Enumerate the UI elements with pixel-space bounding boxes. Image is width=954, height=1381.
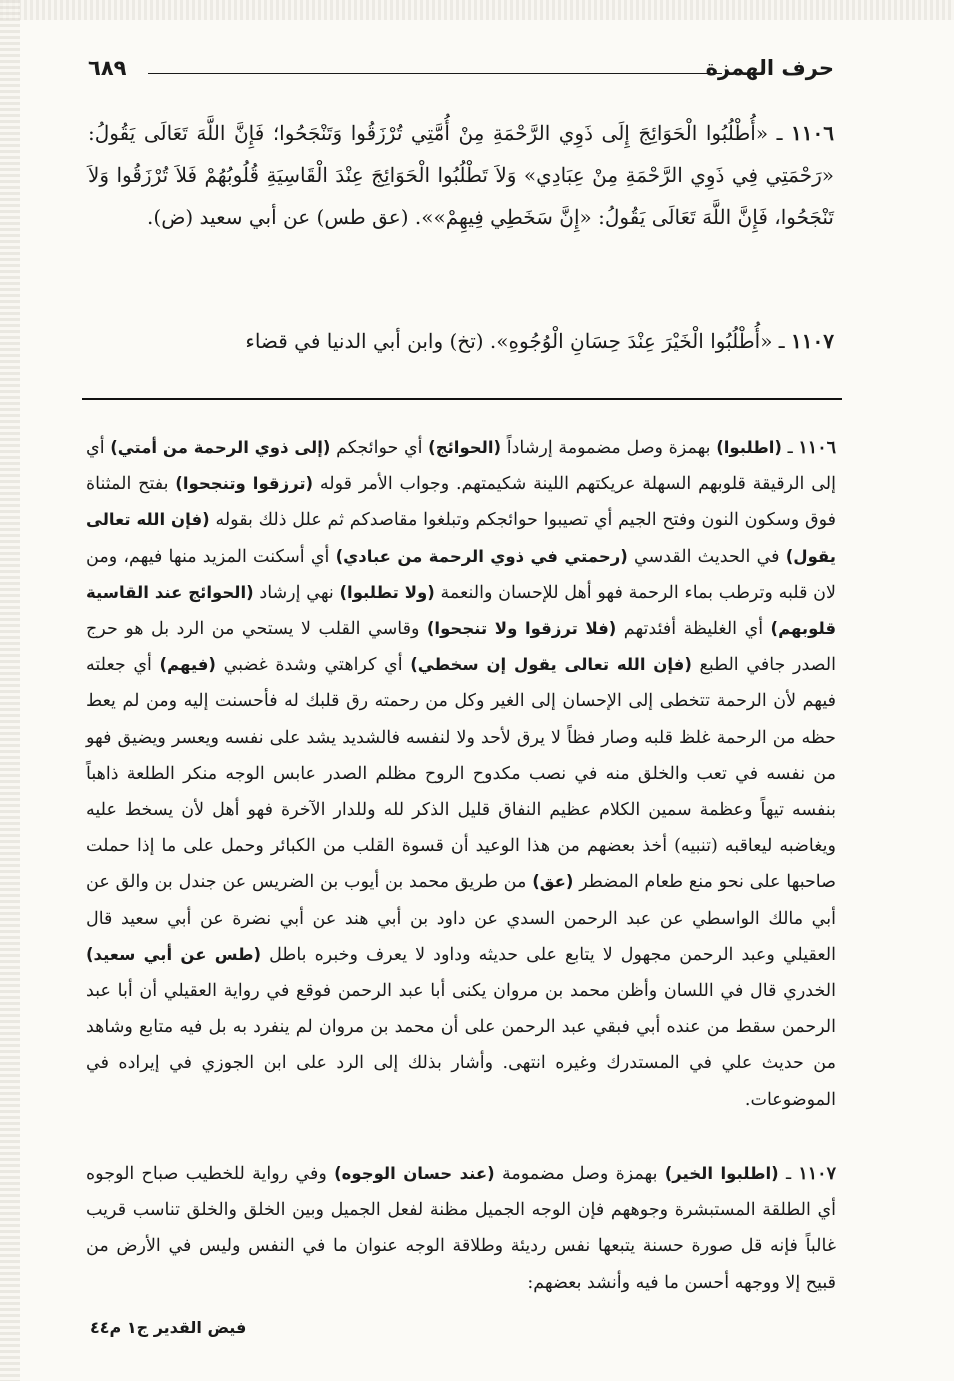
commentary-number: ١١٠٧ bbox=[798, 1164, 836, 1184]
bold-quote: (رحمتي في ذوي الرحمة من عبادي) bbox=[335, 546, 628, 566]
page-number: ٦٨٩ bbox=[88, 56, 127, 80]
commentary-text: أي إلى الرقيقة قلوبهم السهلة عريكتهم اللينة شكيمتهم. وجواب الأمر قوله bbox=[86, 438, 836, 495]
commentary-1106 bbox=[86, 430, 836, 1118]
bold-quote: (فإن الله تعالى يقول) bbox=[86, 510, 836, 566]
scan-edge-left bbox=[0, 0, 20, 1381]
scan-edge-top bbox=[0, 0, 954, 20]
bold-quote: (ولا تطلبوا) bbox=[339, 582, 435, 602]
commentary-text: وفي رواية للخطيب صباح الوجوه أي الطلقة المستبشرة وجوههم فإن الوجه الجميل مظنة لفعل الجميل وبين الخلق والخلق تناسب قريب غالباً فإنه قل صورة حسنة يتبعها نفس رديئة وطلاقة الوجه عنوان ما في النفس وليس في الأرض من قبيح إلا ووجهه أحسن ما فيه وأنشد بعضهم: bbox=[86, 1164, 836, 1293]
bold-quote: (طس عن أبي سعيد) bbox=[86, 944, 262, 964]
commentary-text: بهمزة وصل مضمومة إرشاداً bbox=[501, 438, 717, 458]
commentary-text: بفتح المثناة فوق وسكون النون وفتح الجيم أي تصيبوا حوائجكم وتبلغوا مقاصدكم ثم علل ذلك بقوله bbox=[86, 474, 836, 531]
commentary-text: أي حوائجكم bbox=[330, 438, 429, 458]
commentary-text: أي كراهتي وشدة غضبي bbox=[215, 655, 411, 676]
bold-quote: (الحوائج) bbox=[428, 438, 502, 457]
commentary-text: (تنبيه) bbox=[674, 836, 718, 857]
bold-quote: (ترزقوا وتنجحوا) bbox=[175, 474, 314, 494]
bold-quote: (فيهم) bbox=[159, 655, 216, 675]
running-header bbox=[88, 52, 834, 92]
hadith-text: ـ «أُطْلُبُوا الْخَيْرَ عِنْدَ حِسَانِ الْوُجُوهِ». (تخ) وابن أبي الدنيا في قضاء bbox=[245, 329, 785, 353]
commentary-text: أي جعلته فيهم لأن الرحمة تتخطى إلى الإحسان إلى الغير وكل من رحمته رق قلبك له فأحسنت إليه ومن لم يعط حظه من الرحمة غلظ قلبه وصار فظاً لا يرق لأحد ولا لنفسه فالشديد يشد على نفسه ويعسر ويضيق فهو من نفسه في تعب والخلق منه في نصب مكدوح الروح مظلم الصدر عابس الوجه منكر الطلعة ذاهباً بنفسه تيهاً وعظمة سمين الكلام عظيم النفاق قليل الذكر لله وللدار الآخرة فهو أهل لأن يسخط عليه ويغاضبه ليعاقبه bbox=[86, 655, 836, 857]
commentary-text: ـ bbox=[778, 1164, 792, 1184]
header-rule bbox=[148, 73, 722, 74]
hadith-1107 bbox=[88, 320, 834, 362]
commentary-text: في الحديث القدسي bbox=[627, 546, 786, 567]
hadith-number: ١١٠٧ bbox=[791, 329, 834, 353]
commentary-number: ١١٠٦ bbox=[798, 438, 836, 458]
hadith-text: ـ «أُطْلُبُوا الْحَوَائِجَ إِلَى ذَوِي الرَّحْمَةِ مِنْ أُمَّتِي تُرْزَقُوا وَتَنْجَحُوا؛ فَإِنَّ اللَّهَ تَعَالَى يَقُولُ: «رَحْمَتِي فِي ذَوِي الرَّحْمَةِ مِنْ عِبَادِي» وَلاَ تَطْلُبُوا الْحَوَائِجَ عِنْدَ الْقَاسِيَةِ قُلُوبُهُمْ فَلاَ تُرْزَقُوا وَلاَ تَنْجَحُوا، فَإِنَّ اللَّهَ تَعَالَى يَقُولُ: «إِنَّ سَخَطِي فِيهِمْ»». (عق طس) عن أبي سعيد (ض). bbox=[88, 121, 834, 229]
commentary-1107 bbox=[86, 1156, 836, 1301]
bold-quote: (اطلبوا الخير) bbox=[664, 1164, 779, 1183]
bold-quote: (فلا ترزقوا ولا تنجحوا) bbox=[426, 619, 617, 639]
bold-quote: (عند حسان الوجوه) bbox=[334, 1164, 495, 1183]
commentary-text: الخدري قال في اللسان وأظن محمد بن مروان يكنى أبا عبد الرحمن فوقع في رواية العقيلي أن أبا عبد الرحمن سقط من عنده أبي فبقي عبد الرحمن على أن محمد بن مروان لم ينفرد به بل فيه متابع وشاهد من حديث علي في المستدرك وغيره انتهى. وأشار بذلك إلى الرد على ابن الجوزي في إيراده في الموضوعات. bbox=[86, 981, 836, 1110]
bold-quote: (اطلبوا) bbox=[716, 438, 782, 457]
commentary-text: نهي إرشاد bbox=[253, 582, 340, 603]
bold-quote: (فإن الله تعالى يقول إن سخطي) bbox=[410, 655, 692, 675]
hadith-1106 bbox=[88, 112, 834, 238]
commentary-body bbox=[86, 438, 836, 1110]
commentary-text: وقاسي القلب لا يستحي من الرد بل هو حرج الصدر جافي الطبع bbox=[86, 619, 837, 676]
footer-signature: فيض القدير ج١ م٤٤ bbox=[90, 1318, 247, 1337]
hadith-number: ١١٠٦ bbox=[791, 121, 835, 145]
commentary-text: ـ bbox=[781, 438, 793, 458]
commentary-text: أخذ بعضهم من هذا الوعيد أن قسوة القلب من الكبائر وحمل على ما إذا حملت صاحبها على نحو منع طعام المضطر bbox=[86, 836, 836, 893]
bold-quote: (إلى ذوي الرحمة من أمتي) bbox=[110, 438, 331, 457]
bold-quote: (عق) bbox=[532, 872, 574, 892]
text-commentary-divider bbox=[82, 398, 842, 400]
commentary-text: أي أسكنت المزيد منها فيهم، ومن لان قلبه وترطب بماء الرحمة فهو أهل للإحسان والنعمة bbox=[86, 546, 837, 603]
bold-quote: (الحوائج عند القاسية قلوبهم) bbox=[86, 582, 836, 639]
commentary-body bbox=[86, 1164, 836, 1293]
chapter-title: حرف الهمزة bbox=[705, 56, 834, 80]
commentary-text: من طريق محمد بن أيوب بن الضريس عن جندل بن والق عن أبي مالك الواسطي عن عبد الرحمن السدي عن داود بن أبي هند عن أبي نضرة عن أبي سعيد قال العقيلي وعبد الرحمن مجهول لا يتابع على حديثه وداود لا يعرف وخبره باطل bbox=[86, 872, 836, 965]
commentary-text: أي الغليظة أفئدتهم bbox=[616, 619, 771, 640]
commentary-text: بهمزة وصل مضمومة bbox=[494, 1164, 665, 1184]
